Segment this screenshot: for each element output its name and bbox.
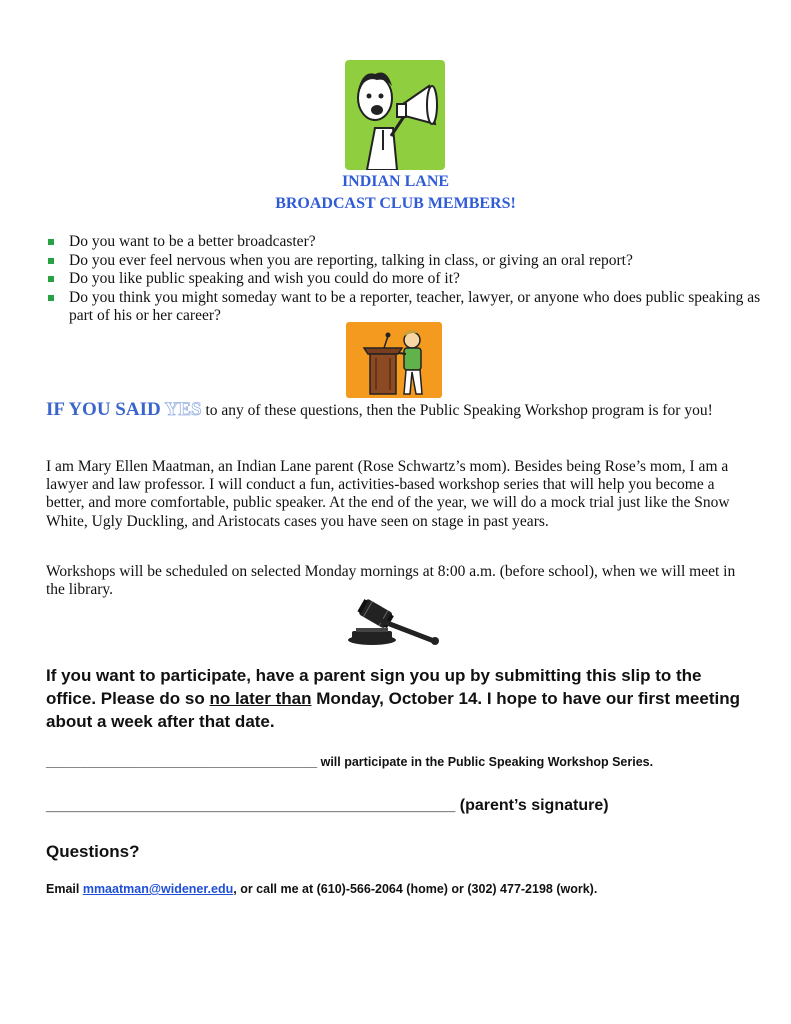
call-to-action: If you want to participate, have a parent sign you up by submitting this slip to the office. Please do so no later than Monday, October 14. I hope to have our first meeting about a week after that date. (46, 666, 740, 731)
email-link[interactable]: mmaatman@widener.edu (82, 882, 234, 896)
megaphone-illustration (345, 60, 445, 170)
intro-paragraph: I am Mary Ellen Maatman, an Indian Lane parent (Rose Schwartz’s mom). Besides being Rose’s mom, I am a lawyer and law professor. I will conduct a fun, activities-based workshop series that will help you become a better, and more comfortable, public speaker. At the end of the year, we will do a mock trial just like the Snow White, Ugly Duckling, and Aristocats cases you have seen on stage in past years. (46, 458, 730, 530)
contact-line: Email mmaatman@widener.edu, or call me at (610)-566-2064 (home) or (302) 477-2198 (work). (46, 882, 598, 896)
participant-name-line (46, 755, 786, 769)
title-line-club: BROADCAST CLUB MEMBERS! (275, 195, 516, 212)
yes-word: YES (164, 399, 202, 420)
title-line-school: INDIAN LANE (341, 173, 450, 190)
parent-signature-line (46, 797, 786, 815)
bullet-square-icon (48, 239, 54, 245)
if-you-said-paragraph (46, 400, 761, 421)
flyer-title (0, 171, 791, 215)
podium-speaker-illustration (346, 322, 442, 398)
signature-label: (parent’s signature) (455, 797, 609, 814)
question-list (46, 233, 766, 326)
questions-heading: Questions? (46, 842, 140, 861)
workshops-paragraph: Workshops will be scheduled on selected Monday mornings at 8:00 a.m. (before school), when we will meet in the library. (46, 563, 736, 599)
bullet-square-icon (48, 276, 54, 282)
if-you-said-heading: IF YOU SAID (46, 399, 161, 420)
bullet-square-icon (48, 258, 54, 264)
bullet-square-icon (48, 295, 54, 301)
question-item: Do you like public speaking and wish you could do more of it? (46, 270, 766, 289)
question-item: Do you want to be a better broadcaster? (46, 233, 766, 252)
question-item: Do you think you might someday want to be a reporter, teacher, lawyer, or anyone who does public speaking as part of his or her career? (46, 289, 766, 326)
if-you-said-rest: to any of these questions, then the Public Speaking Workshop program is for you! (205, 402, 713, 419)
signature-blank[interactable]: ______________________________________________ (46, 797, 456, 814)
name-blank[interactable]: _______________________________________ (46, 755, 318, 769)
question-item: Do you ever feel nervous when you are reporting, talking in class, or giving an oral report? (46, 252, 766, 271)
gavel-illustration (346, 597, 442, 647)
participation-text: will participate in the Public Speaking Workshop Series. (317, 755, 654, 769)
deadline-emphasis: no later than (209, 689, 312, 708)
